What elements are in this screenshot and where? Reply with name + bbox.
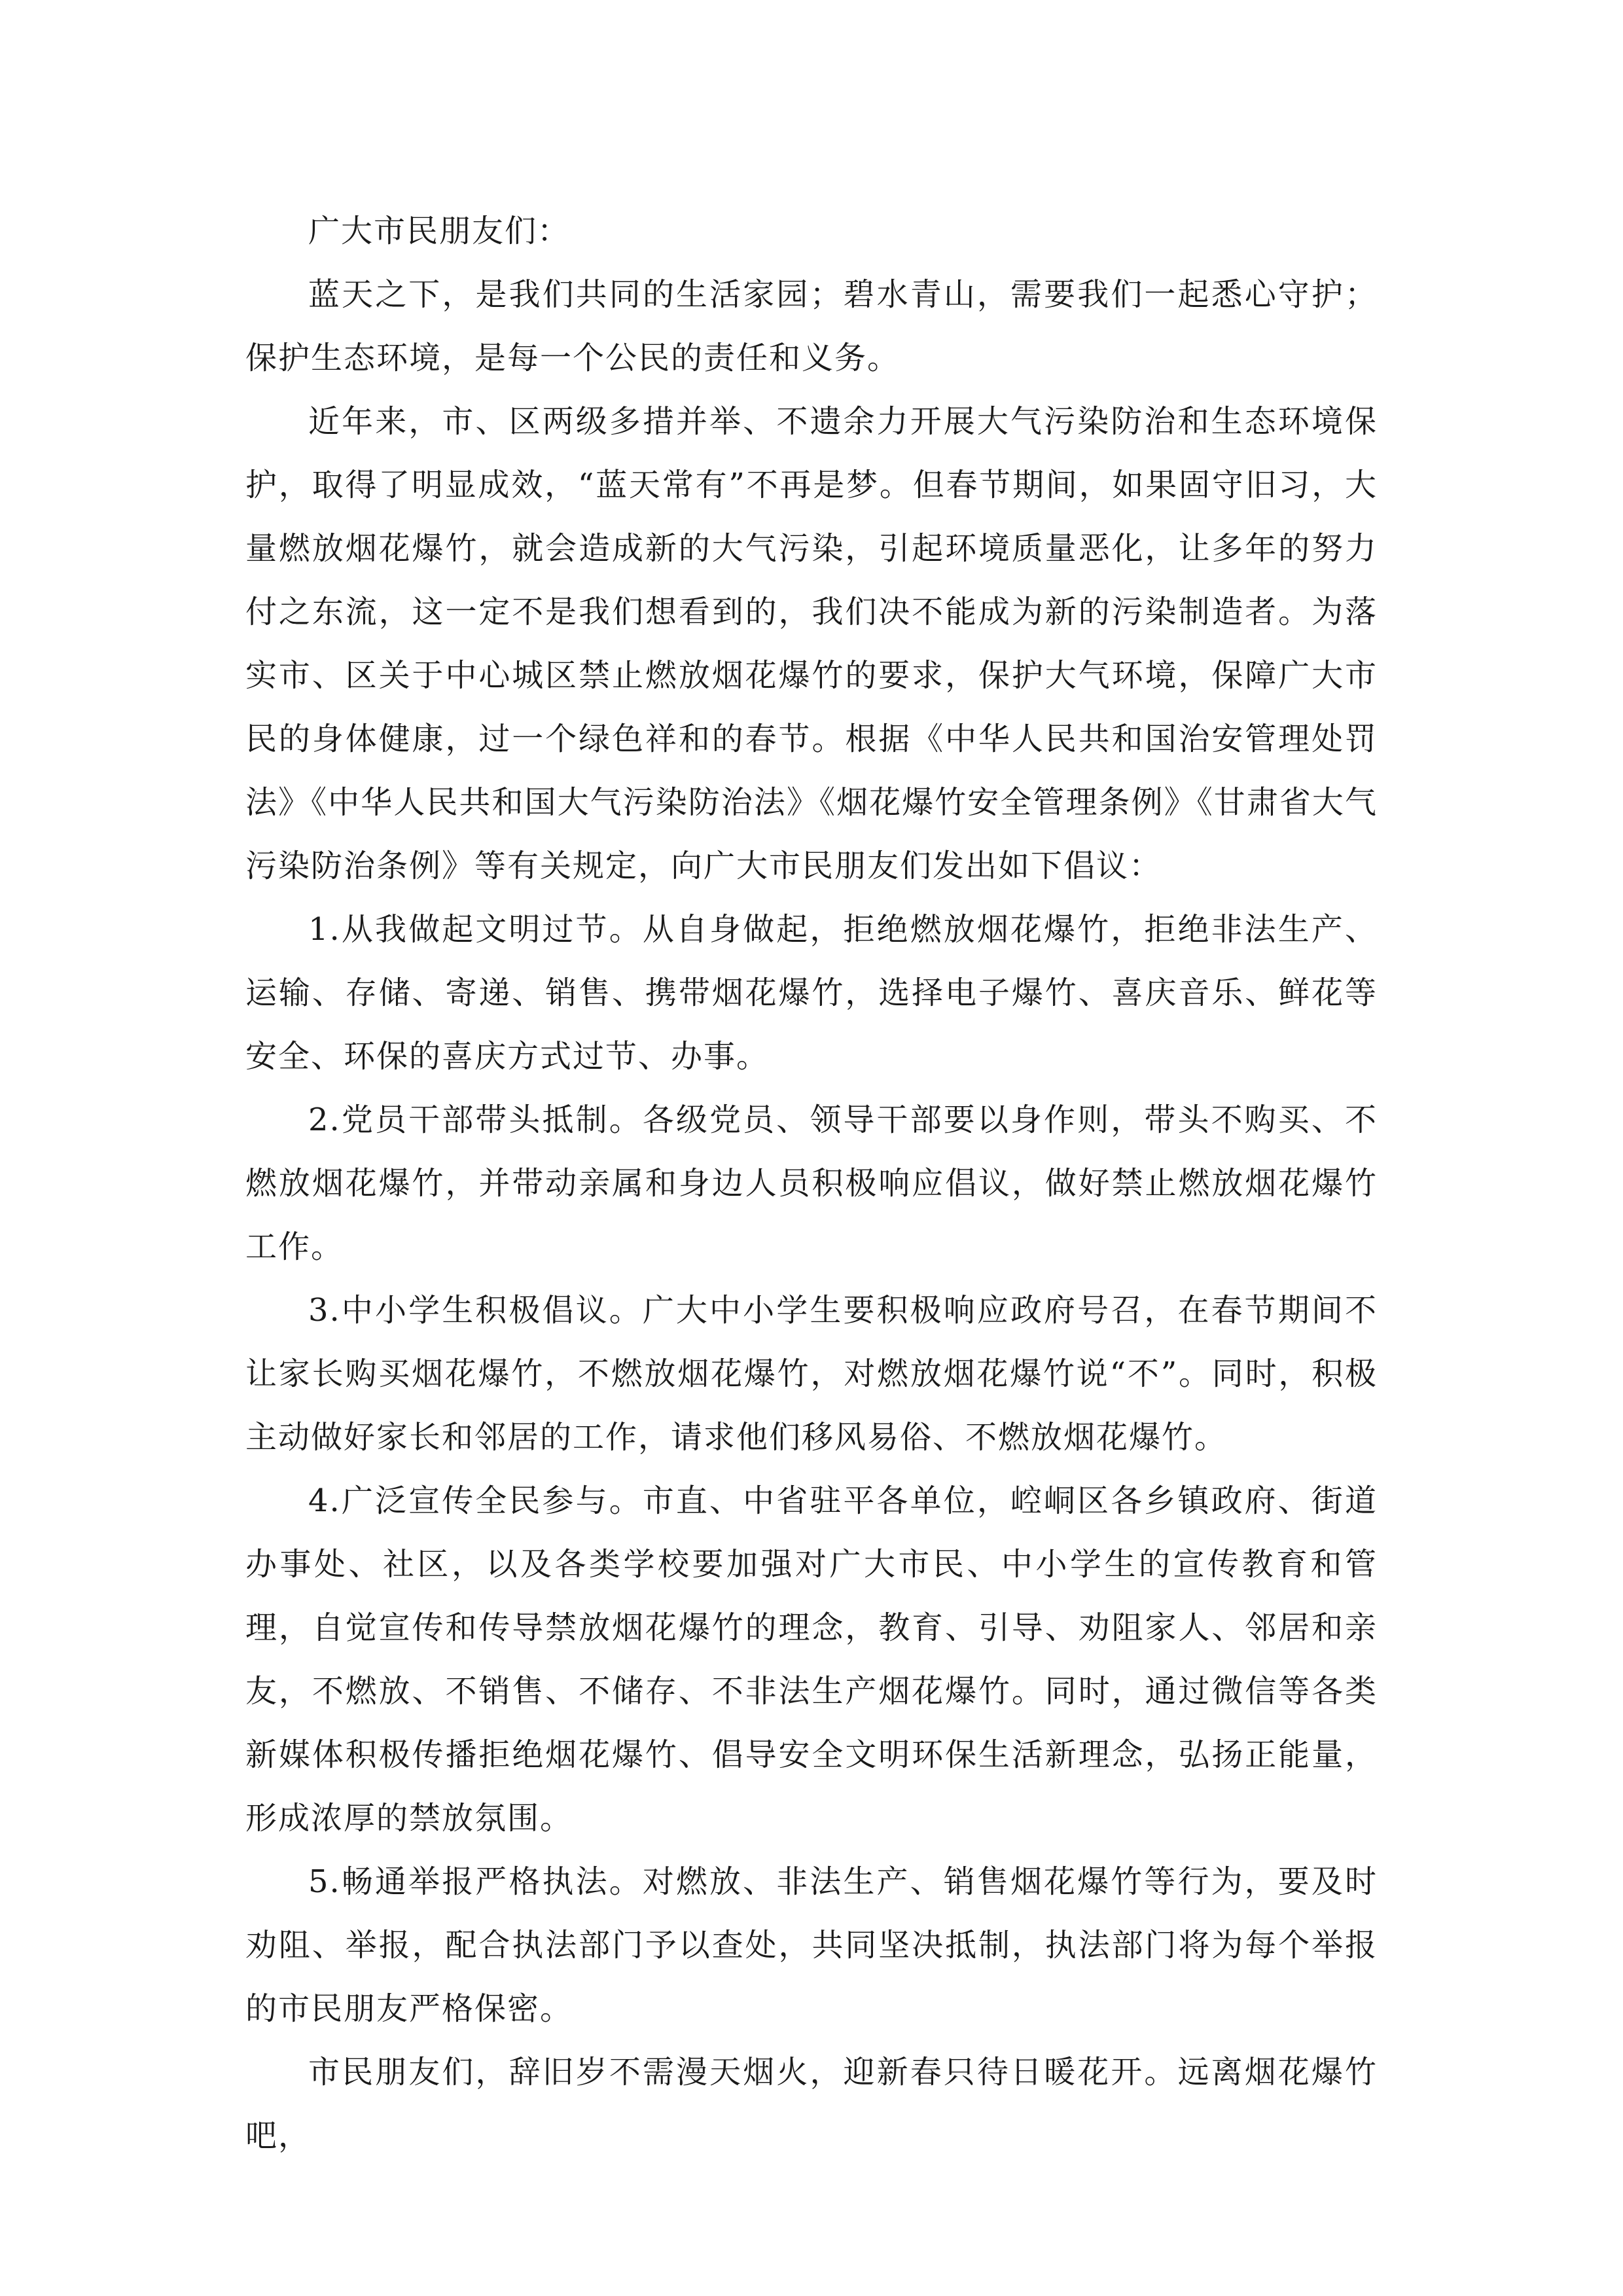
proposal-item-1: 1.从我做起文明过节。从自身做起，拒绝燃放烟花爆竹，拒绝非法生产、运输、存储、寄递、销售、携带烟花爆竹，选择电子爆竹、喜庆音乐、鲜花等安全、环保的喜庆方式过节、办事。	[245, 911, 1378, 1075]
paragraph-intro: 蓝天之下，是我们共同的生活家园；碧水青山，需要我们一起悉心守护；保护生态环境，是每一个公民的责任和义务。	[245, 276, 1378, 376]
paragraph-background: 近年来，市、区两级多措并举、不遗余力开展大气污染防治和生态环境保护，取得了明显成效，“蓝天常有”不再是梦。但春节期间，如果固守旧习，大量燃放烟花爆竹，就会造成新的大气污染，引起环境质量恶化，让多年的努力付之东流，这一定不是我们想看到的，我们决不能成为新的污染制造者。为落实市、区关于中心城区禁止燃放烟花爆竹的要求，保护大气环境，保障广大市民的身体健康，过一个绿色祥和的春节。根据《中华人民共和国治安管理处罚法》《中华人民共和国大气污染防治法》《烟花爆竹安全管理条例》《甘肃省大气污染防治条例》等有关规定，向广大市民朋友们发出如下倡议：	[245, 403, 1378, 884]
proposal-item-3: 3.中小学生积极倡议。广大中小学生要积极响应政府号召，在春节期间不让家长购买烟花爆竹，不燃放烟花爆竹，对燃放烟花爆竹说“不”。同时，积极主动做好家长和邻居的工作，请求他们移风易俗、不燃放烟花爆竹。	[245, 1292, 1378, 1456]
proposal-item-2: 2.党员干部带头抵制。各级党员、领导干部要以身作则，带头不购买、不燃放烟花爆竹，并带动亲属和身边人员积极响应倡议，做好禁止燃放烟花爆竹工作。	[245, 1102, 1378, 1265]
salutation: 广大市民朋友们：	[308, 213, 571, 249]
proposal-item-5: 5.畅通举报严格执法。对燃放、非法生产、销售烟花爆竹等行为，要及时劝阻、举报，配合执法部门予以查处，共同坚决抵制，执法部门将为每个举报的市民朋友严格保密。	[245, 1863, 1378, 2027]
paragraph-closing: 市民朋友们，辞旧岁不需漫天烟火，迎新春只待日暖花开。远离烟花爆竹吧，	[245, 2054, 1378, 2154]
proposal-item-4: 4.广泛宣传全民参与。市直、中省驻平各单位，崆峒区各乡镇政府、街道办事处、社区，以及各类学校要加强对广大市民、中小学生的宣传教育和管理，自觉宣传和传导禁放烟花爆竹的理念，教育、引导、劝阻家人、邻居和亲友，不燃放、不销售、不储存、不非法生产烟花爆竹。同时，通过微信等各类新媒体积极传播拒绝烟花爆竹、倡导安全文明环保生活新理念，弘扬正能量，形成浓厚的禁放氛围。	[245, 1482, 1378, 1837]
letter-body	[245, 200, 1378, 2168]
